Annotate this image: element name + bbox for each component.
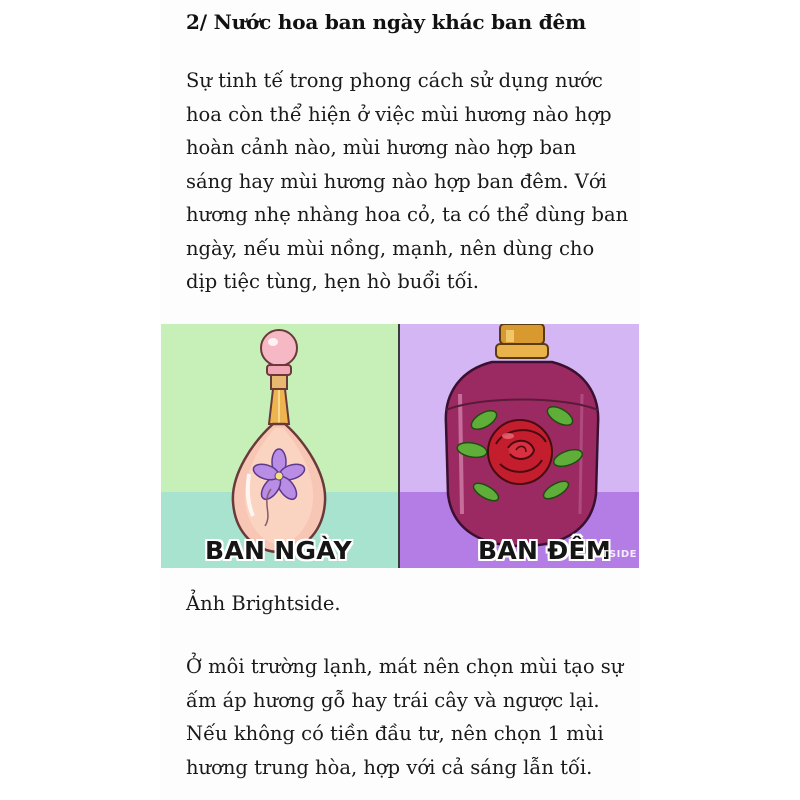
paragraph-line: sáng hay mùi hương nào hợp ban đêm. Với [186, 169, 607, 193]
section-heading: 2/ Nước hoa ban ngày khác ban đêm [186, 10, 587, 34]
paragraph-line: hoa còn thể hiện ở việc mùi hương nào hợp [186, 102, 612, 126]
day-label: BAN NGÀY [205, 536, 352, 565]
night-label: BAN ĐÊM [478, 536, 612, 565]
paragraph-line: ấm áp hương gỗ hay trái cây và ngược lại. [186, 688, 600, 712]
paragraph-line: Ở môi trường lạnh, mát nên chọn mùi tạo sự [186, 655, 624, 678]
image-caption: Ảnh Brightside. [186, 592, 341, 615]
paragraph-line: dịp tiệc tùng, hẹn hò buổi tối. [186, 270, 479, 293]
paragraph-line: ngày, nếu mùi nồng, mạnh, nên dùng cho [186, 236, 595, 260]
night-perfume-bottle-icon [400, 324, 639, 568]
night-panel [400, 324, 639, 568]
paragraph-line: hoàn cảnh nào, mùi hương nào hợp ban [186, 136, 577, 159]
perfume-illustration [161, 324, 639, 568]
paragraph-line: hương trung hòa, hợp với cả sáng lẫn tối. [186, 755, 593, 779]
paragraph-advice [186, 650, 626, 784]
paragraph-line: Nếu không có tiền đầu tư, nên chọn 1 mùi [186, 722, 604, 745]
paragraph-intro [186, 64, 629, 299]
day-perfume-bottle-icon [161, 324, 398, 568]
day-panel [161, 324, 398, 568]
paragraph-line: hương nhẹ nhàng hoa cỏ, ta có thể dùng ban [186, 203, 629, 226]
watermark: TSIDE [601, 549, 637, 560]
paragraph-line: Sự tinh tế trong phong cách sử dụng nước [186, 69, 603, 92]
